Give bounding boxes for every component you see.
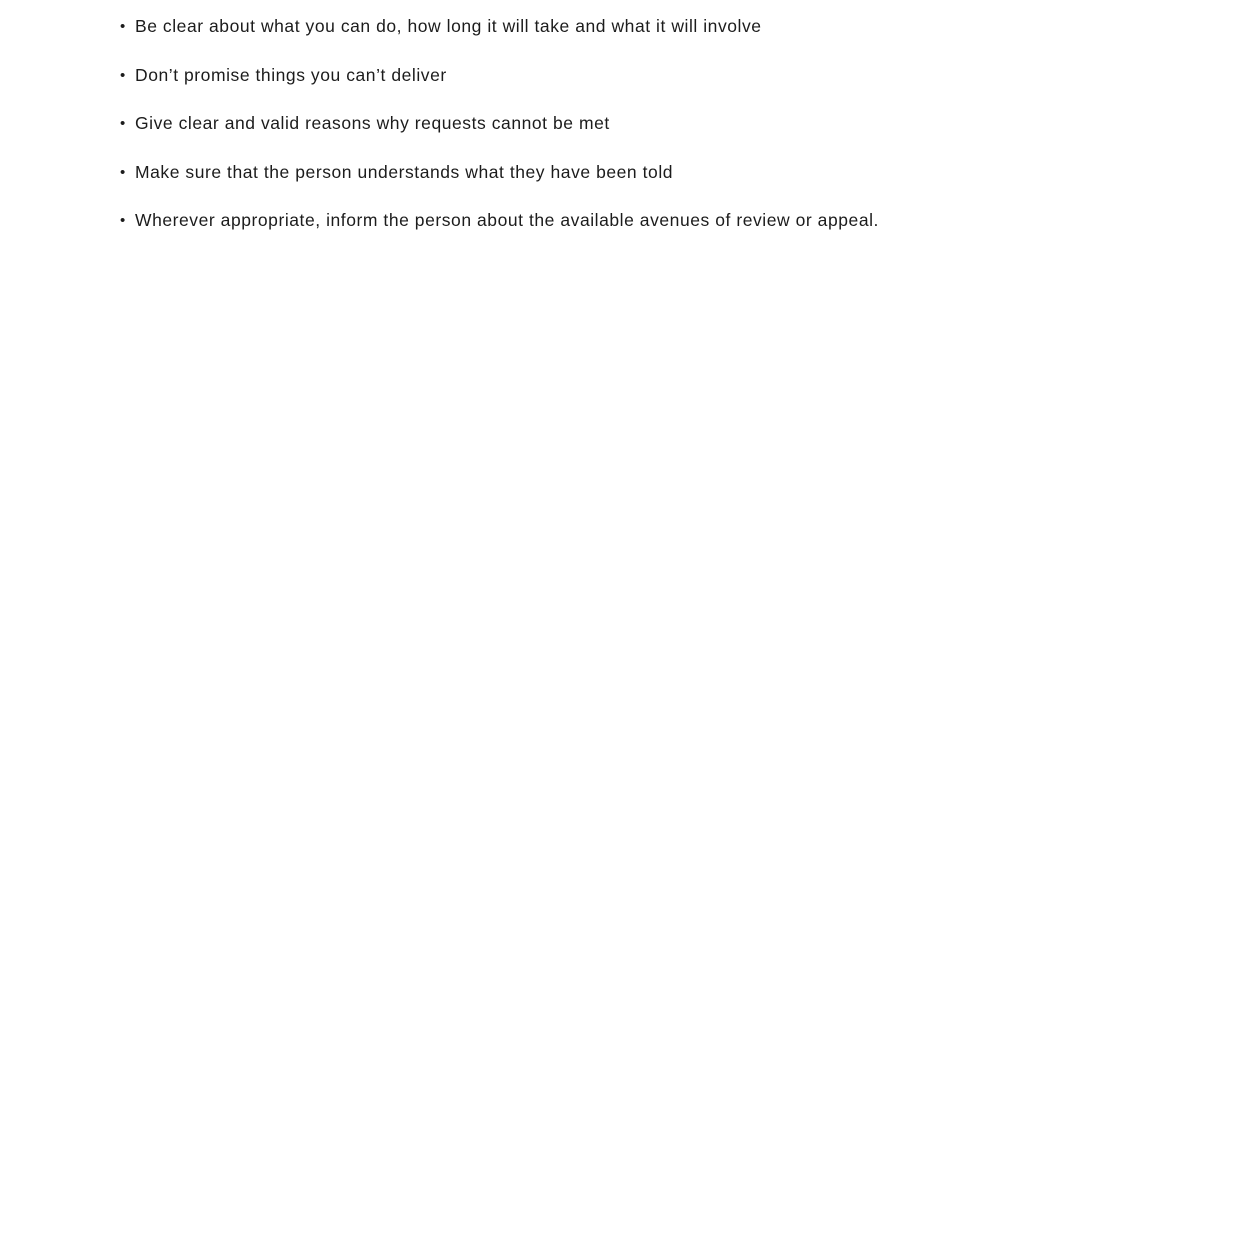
bullet-text: Give clear and valid reasons why requests cannot be met [135, 113, 610, 133]
bullet-item [120, 16, 1162, 38]
bullet-icon: • [120, 163, 126, 181]
bullet-text: Wherever appropriate, inform the person about the available avenues of review or appeal. [135, 210, 879, 230]
bullet-list [120, 16, 1162, 232]
bullet-text: Don’t promise things you can’t deliver [135, 64, 447, 85]
bullet-icon: • [120, 115, 126, 132]
bullet-item [120, 210, 1162, 232]
bullet-text: Make sure that the person understands what they have been told [135, 161, 674, 182]
bullet-item [120, 113, 1162, 135]
bullet-icon: • [120, 212, 126, 229]
bullet-item [120, 162, 1162, 184]
bullet-icon: • [120, 18, 126, 35]
bullet-text: Be clear about what you can do, how long it will take and what it will involve [135, 16, 762, 36]
bullet-item [120, 65, 1162, 87]
bullet-icon: • [120, 66, 126, 84]
